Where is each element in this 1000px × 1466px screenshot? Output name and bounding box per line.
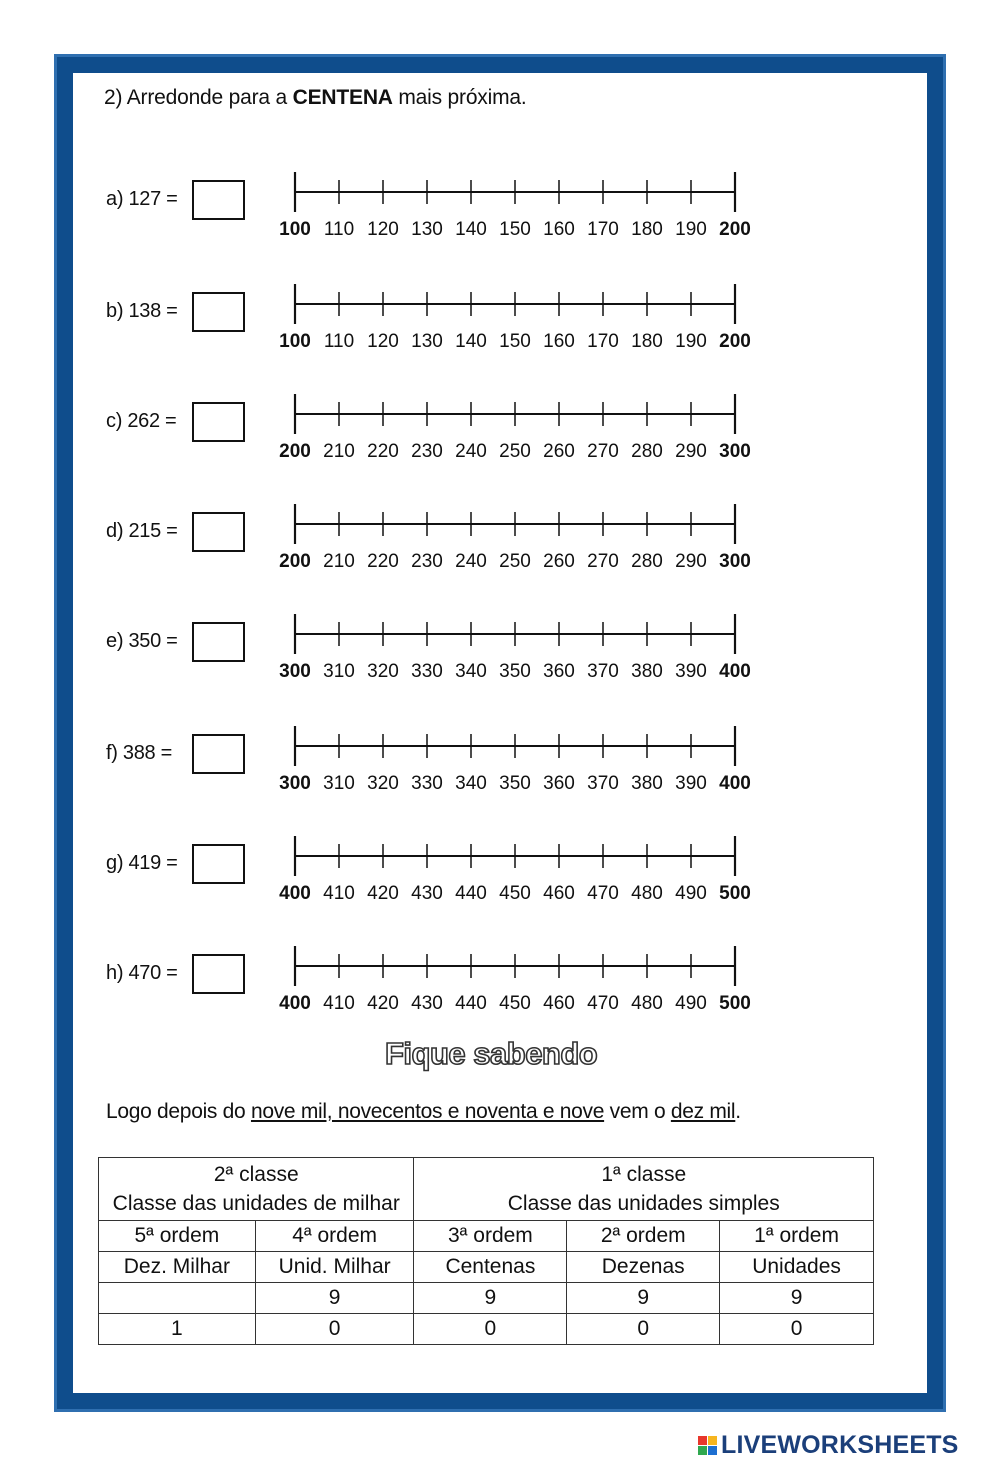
tick-label: 450 bbox=[499, 883, 531, 904]
tick-label: 480 bbox=[631, 883, 663, 904]
tick-label: 430 bbox=[411, 993, 443, 1014]
tick-label: 140 bbox=[455, 219, 487, 240]
tick-label: 440 bbox=[455, 993, 487, 1014]
tick-label: 280 bbox=[631, 551, 663, 572]
answer-box[interactable] bbox=[192, 734, 245, 774]
brand-name: LIVEWORKSHEETS bbox=[721, 1430, 959, 1459]
tick-label: 460 bbox=[543, 883, 575, 904]
tick-label: 430 bbox=[411, 883, 443, 904]
info-sentence: Logo depois do nove mil, novecentos e noventa e nove vem o dez mil. bbox=[106, 1100, 741, 1123]
number-line bbox=[265, 724, 775, 804]
tick-label: 440 bbox=[455, 883, 487, 904]
exercise-row bbox=[0, 392, 1000, 472]
tick-label: 320 bbox=[367, 661, 399, 682]
table-row bbox=[99, 1158, 874, 1221]
number-line bbox=[265, 282, 775, 362]
table-cell bbox=[99, 1283, 256, 1314]
table-cell: Dez. Milhar bbox=[99, 1252, 256, 1283]
tick-label: 500 bbox=[719, 883, 751, 904]
exercise-label: b) 138 = bbox=[106, 300, 178, 322]
tick-label: 470 bbox=[587, 993, 619, 1014]
tick-label: 500 bbox=[719, 993, 751, 1014]
place-value-table bbox=[98, 1157, 874, 1345]
table-cell: 1 bbox=[99, 1314, 256, 1345]
tick-label: 150 bbox=[499, 219, 531, 240]
tick-label: 160 bbox=[543, 331, 575, 352]
tick-label: 200 bbox=[279, 551, 311, 572]
answer-box[interactable] bbox=[192, 292, 245, 332]
tick-label: 110 bbox=[323, 219, 355, 240]
tick-label: 290 bbox=[675, 551, 707, 572]
tick-label: 400 bbox=[279, 993, 311, 1014]
tick-label: 420 bbox=[367, 993, 399, 1014]
exercise-label: c) 262 = bbox=[106, 410, 177, 432]
answer-box[interactable] bbox=[192, 512, 245, 552]
exercise-label: g) 419 = bbox=[106, 852, 178, 874]
tick-label: 180 bbox=[631, 331, 663, 352]
table-cell: Dezenas bbox=[567, 1252, 720, 1283]
tick-label: 370 bbox=[587, 661, 619, 682]
number-line bbox=[265, 612, 775, 692]
tick-label: 480 bbox=[631, 993, 663, 1014]
tick-label: 490 bbox=[675, 993, 707, 1014]
tick-label: 130 bbox=[411, 331, 443, 352]
tick-label: 210 bbox=[323, 441, 355, 462]
tick-label: 190 bbox=[675, 219, 707, 240]
table-cell: 0 bbox=[255, 1314, 414, 1345]
tick-label: 200 bbox=[719, 219, 751, 240]
tick-label: 240 bbox=[455, 551, 487, 572]
tick-label: 300 bbox=[279, 773, 311, 794]
table-cell: 2ª ordem bbox=[567, 1221, 720, 1252]
tick-label: 140 bbox=[455, 331, 487, 352]
class1-header: 1ª classe Classe das unidades simples bbox=[414, 1158, 874, 1221]
table-cell: Centenas bbox=[414, 1252, 567, 1283]
tick-label: 250 bbox=[499, 441, 531, 462]
liveworksheets-logo bbox=[698, 1430, 959, 1460]
tick-label: 120 bbox=[367, 219, 399, 240]
answer-box[interactable] bbox=[192, 844, 245, 884]
tick-label: 240 bbox=[455, 441, 487, 462]
tick-label: 290 bbox=[675, 441, 707, 462]
tick-label: 200 bbox=[279, 441, 311, 462]
exercise-row bbox=[0, 502, 1000, 582]
tick-label: 460 bbox=[543, 993, 575, 1014]
tick-label: 280 bbox=[631, 441, 663, 462]
table-cell: 9 bbox=[720, 1283, 874, 1314]
tick-label: 210 bbox=[323, 551, 355, 572]
exercise-row bbox=[0, 612, 1000, 692]
tick-label: 270 bbox=[587, 551, 619, 572]
exercise-row bbox=[0, 282, 1000, 362]
tick-label: 360 bbox=[543, 661, 575, 682]
tick-label: 180 bbox=[631, 219, 663, 240]
tick-label: 400 bbox=[719, 773, 751, 794]
tick-label: 130 bbox=[411, 219, 443, 240]
tick-label: 260 bbox=[543, 551, 575, 572]
answer-box[interactable] bbox=[192, 622, 245, 662]
tick-label: 410 bbox=[323, 883, 355, 904]
tick-label: 420 bbox=[367, 883, 399, 904]
table-row bbox=[99, 1314, 874, 1345]
tick-label: 390 bbox=[675, 661, 707, 682]
table-cell: 9 bbox=[567, 1283, 720, 1314]
table-cell: 4ª ordem bbox=[255, 1221, 414, 1252]
table-cell: 0 bbox=[567, 1314, 720, 1345]
tick-label: 260 bbox=[543, 441, 575, 462]
tick-label: 150 bbox=[499, 331, 531, 352]
tick-label: 300 bbox=[719, 441, 751, 462]
tick-label: 220 bbox=[367, 441, 399, 462]
tick-label: 230 bbox=[411, 441, 443, 462]
tick-label: 350 bbox=[499, 661, 531, 682]
exercise-row bbox=[0, 724, 1000, 804]
tick-label: 270 bbox=[587, 441, 619, 462]
tick-label: 320 bbox=[367, 773, 399, 794]
fique-sabendo-heading: Fique sabendo bbox=[385, 1036, 598, 1071]
table-cell: 5ª ordem bbox=[99, 1221, 256, 1252]
exercise-label: f) 388 = bbox=[106, 742, 172, 764]
tick-label: 250 bbox=[499, 551, 531, 572]
tick-label: 390 bbox=[675, 773, 707, 794]
tick-label: 230 bbox=[411, 551, 443, 572]
tick-label: 300 bbox=[279, 661, 311, 682]
tick-label: 160 bbox=[543, 219, 575, 240]
tick-label: 380 bbox=[631, 661, 663, 682]
tick-label: 360 bbox=[543, 773, 575, 794]
tick-label: 470 bbox=[587, 883, 619, 904]
class2-header: 2ª classe Classe das unidades de milhar bbox=[99, 1158, 414, 1221]
answer-box[interactable] bbox=[192, 180, 245, 220]
exercise-label: h) 470 = bbox=[106, 962, 178, 984]
tick-label: 190 bbox=[675, 331, 707, 352]
tick-label: 310 bbox=[323, 661, 355, 682]
number-line bbox=[265, 170, 775, 250]
exercise-row bbox=[0, 834, 1000, 914]
tick-label: 110 bbox=[323, 331, 355, 352]
liveworksheets-icon bbox=[698, 1436, 717, 1455]
table-cell: 1ª ordem bbox=[720, 1221, 874, 1252]
logo-square bbox=[708, 1436, 717, 1445]
table-cell: Unidades bbox=[720, 1252, 874, 1283]
tick-label: 100 bbox=[279, 331, 311, 352]
logo-square bbox=[698, 1436, 707, 1445]
table-cell: Unid. Milhar bbox=[255, 1252, 414, 1283]
table-row bbox=[99, 1252, 874, 1283]
exercise-row bbox=[0, 944, 1000, 1024]
tick-label: 370 bbox=[587, 773, 619, 794]
exercise-label: a) 127 = bbox=[106, 188, 178, 210]
logo-square bbox=[698, 1446, 707, 1455]
exercise-row bbox=[0, 170, 1000, 250]
tick-label: 330 bbox=[411, 661, 443, 682]
number-line bbox=[265, 392, 775, 472]
tick-label: 350 bbox=[499, 773, 531, 794]
tick-label: 310 bbox=[323, 773, 355, 794]
tick-label: 490 bbox=[675, 883, 707, 904]
tick-label: 400 bbox=[719, 661, 751, 682]
tick-label: 330 bbox=[411, 773, 443, 794]
table-cell: 0 bbox=[720, 1314, 874, 1345]
answer-box[interactable] bbox=[192, 402, 245, 442]
table-row bbox=[99, 1283, 874, 1314]
tick-label: 170 bbox=[587, 219, 619, 240]
exercise-label: e) 350 = bbox=[106, 630, 178, 652]
number-line bbox=[265, 502, 775, 582]
tick-label: 100 bbox=[279, 219, 311, 240]
exercise-label: d) 215 = bbox=[106, 520, 178, 542]
logo-square bbox=[708, 1446, 717, 1455]
number-line bbox=[265, 944, 775, 1024]
tick-label: 120 bbox=[367, 331, 399, 352]
tick-label: 220 bbox=[367, 551, 399, 572]
tick-label: 340 bbox=[455, 773, 487, 794]
tick-label: 380 bbox=[631, 773, 663, 794]
table-cell: 9 bbox=[414, 1283, 567, 1314]
table-row bbox=[99, 1221, 874, 1252]
tick-label: 300 bbox=[719, 551, 751, 572]
tick-label: 340 bbox=[455, 661, 487, 682]
exercise-title: 2) Arredonde para a CENTENA mais próxima. bbox=[104, 86, 527, 109]
table-cell: 3ª ordem bbox=[414, 1221, 567, 1252]
table-cell: 0 bbox=[414, 1314, 567, 1345]
tick-label: 400 bbox=[279, 883, 311, 904]
tick-label: 170 bbox=[587, 331, 619, 352]
tick-label: 410 bbox=[323, 993, 355, 1014]
number-line bbox=[265, 834, 775, 914]
table-cell: 9 bbox=[255, 1283, 414, 1314]
tick-label: 200 bbox=[719, 331, 751, 352]
tick-label: 450 bbox=[499, 993, 531, 1014]
answer-box[interactable] bbox=[192, 954, 245, 994]
